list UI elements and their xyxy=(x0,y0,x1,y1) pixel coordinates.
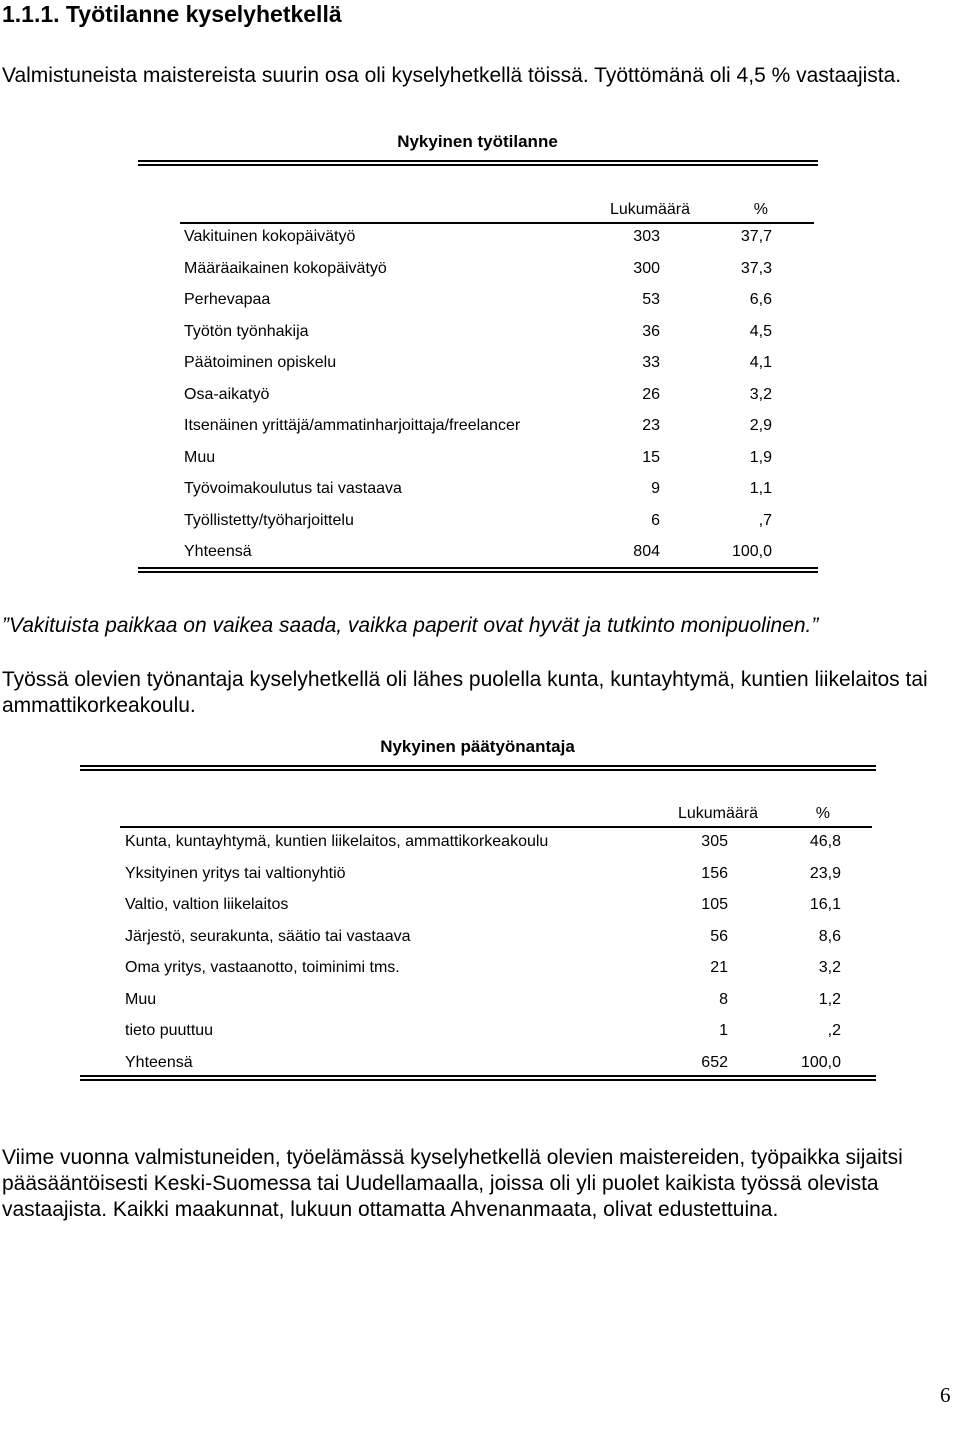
table2-title: Nykyinen päätyönantaja xyxy=(380,737,575,756)
table1-row-percent: 4,5 xyxy=(749,322,772,340)
table2-row-count: 305 xyxy=(701,833,728,850)
table1-row-count: 6 xyxy=(651,511,660,529)
table1-row-count: 303 xyxy=(633,228,660,245)
table2-row-count: 105 xyxy=(701,896,728,913)
table1-header-rule xyxy=(180,222,814,224)
table2-row-label: Yksityinen yritys tai valtionyhtiö xyxy=(125,864,346,882)
table1-row-label: Osa-aikatyö xyxy=(184,385,270,403)
intro-paragraph: Valmistuneista maistereista suurin osa oli kyselyhetkellä töissä. Työttömänä oli 4,5 % vastaajista. xyxy=(2,64,902,87)
paragraph-2: Työssä olevien työnantaja kyselyhetkellä oli lähes puolella kunta, kuntayhtymä, kuntien liikelaitos tai ammattikorkeakoulu. xyxy=(2,668,928,717)
table2-row-label: Oma yritys, vastaanotto, toiminimi tms. xyxy=(125,959,400,976)
table1-row-percent: 4,1 xyxy=(749,354,772,371)
table2-row-percent: 100,0 xyxy=(800,1053,841,1071)
table2-row-label: Yhteensä xyxy=(125,1053,193,1071)
table2-header-percent: % xyxy=(815,805,830,822)
table1-row-label: Perhevapaa xyxy=(184,291,271,308)
table1-row-count: 23 xyxy=(642,417,660,434)
table1-row-label: Itsenäinen yrittäjä/ammatinharjoittaja/freelancer xyxy=(184,417,521,434)
table2-row-count: 8 xyxy=(719,990,728,1008)
table2-row-percent: 1,2 xyxy=(818,990,841,1008)
table1-row-count: 15 xyxy=(642,448,660,466)
table2-row-percent: ,2 xyxy=(827,1022,841,1039)
table1-row-count: 36 xyxy=(642,322,660,340)
page-number: 6 xyxy=(940,1383,951,1407)
table1-row-count: 804 xyxy=(633,543,660,560)
table1-row-label: Työtön työnhakija xyxy=(184,322,309,340)
table1-row-label: Vakituinen kokopäivätyö xyxy=(184,228,356,245)
table2-row-count: 21 xyxy=(710,959,728,976)
table1-row-count: 33 xyxy=(642,354,660,371)
table1-row-label: Määräaikainen kokopäivätyö xyxy=(184,259,387,277)
table1-row-label: Työvoimakoulutus tai vastaava xyxy=(184,480,402,497)
table1-row-percent: 1,9 xyxy=(749,448,772,466)
table2-row-count: 652 xyxy=(701,1053,728,1071)
table1-row-percent: 37,7 xyxy=(740,228,772,245)
table1-row-percent: ,7 xyxy=(758,511,772,529)
table2-row-label: Valtio, valtion liikelaitos xyxy=(125,896,289,913)
table1-title: Nykyinen työtilanne xyxy=(397,132,558,151)
table2-row-label: Kunta, kuntayhtymä, kuntien liikelaitos, ammattikorkeakoulu xyxy=(125,833,549,850)
table2-row-label: tieto puuttuu xyxy=(125,1022,214,1039)
table2-row-count: 56 xyxy=(710,927,728,945)
table2-row-percent: 46,8 xyxy=(809,833,841,850)
table1-row-label: Yhteensä xyxy=(184,543,252,560)
table2-header-rule xyxy=(120,826,872,828)
table1-row-percent: 3,2 xyxy=(749,385,772,403)
table1-row-label: Päätoiminen opiskelu xyxy=(184,354,337,371)
table1-header-percent: % xyxy=(753,201,768,218)
table2-row-count: 156 xyxy=(701,864,728,882)
table1-row-percent: 1,1 xyxy=(749,480,772,497)
table2-row-percent: 16,1 xyxy=(809,896,841,913)
table1-row-count: 300 xyxy=(633,259,660,277)
table2-row-percent: 23,9 xyxy=(809,864,841,882)
table1-bottom-rule xyxy=(138,567,818,573)
table2-header-count: Lukumäärä xyxy=(677,805,758,822)
table1-row-percent: 100,0 xyxy=(731,543,772,560)
table2-row-label: Järjestö, seurakunta, säätio tai vastaava xyxy=(125,927,411,945)
table1-row-percent: 6,6 xyxy=(749,291,772,308)
table1-row-count: 53 xyxy=(642,291,660,308)
paragraph-3: Viime vuonna valmistuneiden, työelämässä kyselyhetkellä olevien maistereiden, työpaikka sijaitsi pääsääntöisesti Keski-Suomessa tai Uudellamaalla, joissa oli yli puolet kaikista työssä olevista vastaajista. Kaikki maakunnat, lukuun ottamatta Ahvenanmaata, olivat edustettuina. xyxy=(2,1146,903,1221)
table1-row-count: 26 xyxy=(642,385,660,403)
table1-row-percent: 2,9 xyxy=(749,417,772,434)
table1-top-rule xyxy=(138,160,818,166)
quote: ”Vakituista paikkaa on vaikea saada, vaikka paperit ovat hyvät ja tutkinto monipuolinen.” xyxy=(2,614,819,637)
section-heading: 1.1.1. Työtilanne kyselyhetkellä xyxy=(2,1,342,27)
table2-row-percent: 3,2 xyxy=(818,959,841,976)
table2-bottom-rule xyxy=(80,1075,876,1081)
table2-row-label: Muu xyxy=(125,990,157,1008)
table1-header-count: Lukumäärä xyxy=(609,201,690,218)
table2-row-percent: 8,6 xyxy=(818,927,841,945)
table1-row-label: Muu xyxy=(184,448,216,466)
table2-top-rule xyxy=(80,765,876,771)
table1-row-percent: 37,3 xyxy=(740,259,772,277)
table1-row-label: Työllistetty/työharjoittelu xyxy=(184,511,354,529)
table1-row-count: 9 xyxy=(651,480,660,497)
table2-row-count: 1 xyxy=(719,1022,728,1039)
